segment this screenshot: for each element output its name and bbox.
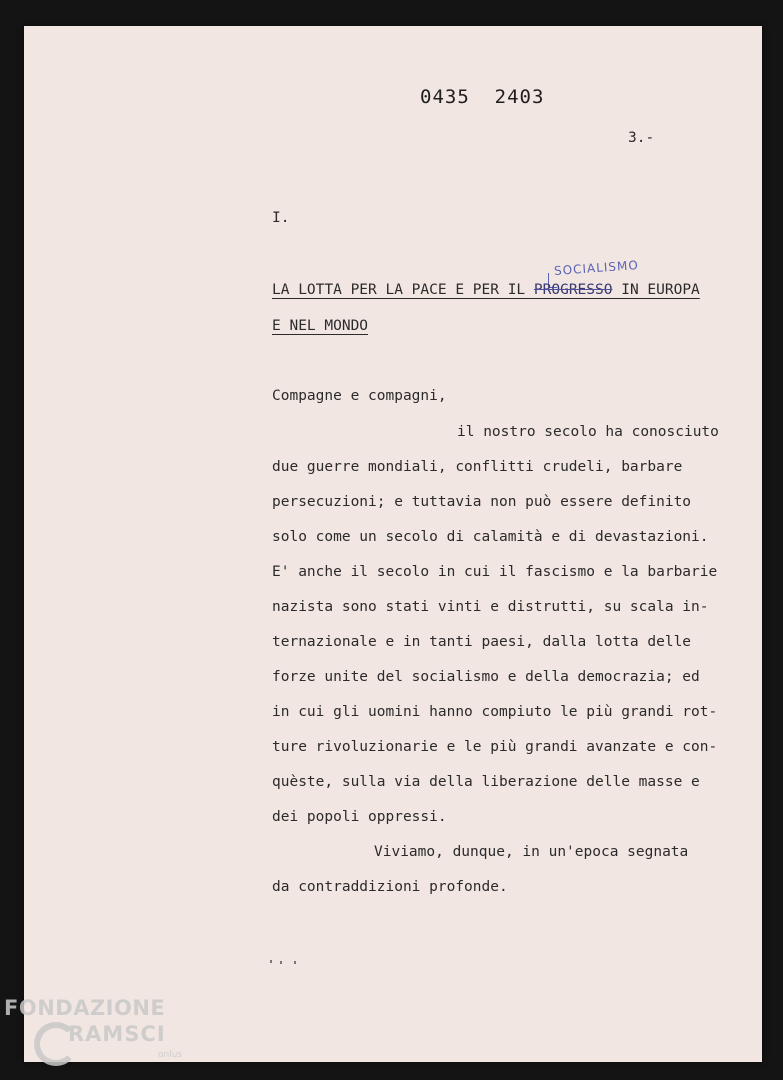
body-line: Compagne e compagni, [272, 388, 447, 404]
stray-mark [294, 961, 296, 964]
title-line-2: E NEL MONDO [272, 318, 369, 334]
title-part-a: LA LOTTA PER LA PACE E PER IL [272, 282, 534, 298]
stray-mark [280, 961, 282, 964]
struck-word: PROGRESSO [533, 282, 613, 298]
body-line: E' anche il secolo in cui il fascismo e la barbarie [272, 564, 718, 580]
watermark-line-2: RAMSCI [68, 1022, 166, 1046]
watermark-line-1: FONDAZIONE [4, 996, 166, 1020]
body-line: quèste, sulla via della liberazione delle masse e [272, 774, 700, 790]
body-line: dei popoli oppressi. [272, 809, 447, 825]
body-line: forze unite del socialismo e della democrazia; ed [272, 669, 700, 685]
handwritten-correction: SOCIALISMO [553, 258, 640, 278]
document-page [24, 26, 762, 1062]
section-number: I. [272, 210, 290, 226]
archive-number: 0435 2403 [420, 86, 545, 108]
body-line: in cui gli uomini hanno compiuto le più grandi rot- [272, 704, 718, 720]
stray-mark [270, 960, 272, 963]
body-line: solo come un secolo di calamità e di devastazioni. [272, 529, 709, 545]
body-line: nazista sono stati vinti e distrutti, su scala in- [272, 599, 709, 615]
body-line: Viviamo, dunque, in un'epoca segnata [374, 844, 689, 860]
body-line: due guerre mondiali, conflitti crudeli, barbare [272, 459, 683, 475]
title-part-b: IN EUROPA [612, 282, 700, 298]
body-line: da contraddizioni profonde. [272, 879, 508, 895]
title-line-1 [272, 282, 700, 298]
body-line: il nostro secolo ha conosciuto [457, 424, 719, 440]
body-line: ternazionale e in tanti paesi, dalla lotta delle [272, 634, 692, 650]
watermark-line-3: onlus [158, 1050, 183, 1060]
body-line: ture rivoluzionarie e le più grandi avanzate e con- [272, 739, 718, 755]
body-line: persecuzioni; e tuttavia non può essere definito [272, 494, 692, 510]
page-number: 3.- [628, 130, 655, 146]
